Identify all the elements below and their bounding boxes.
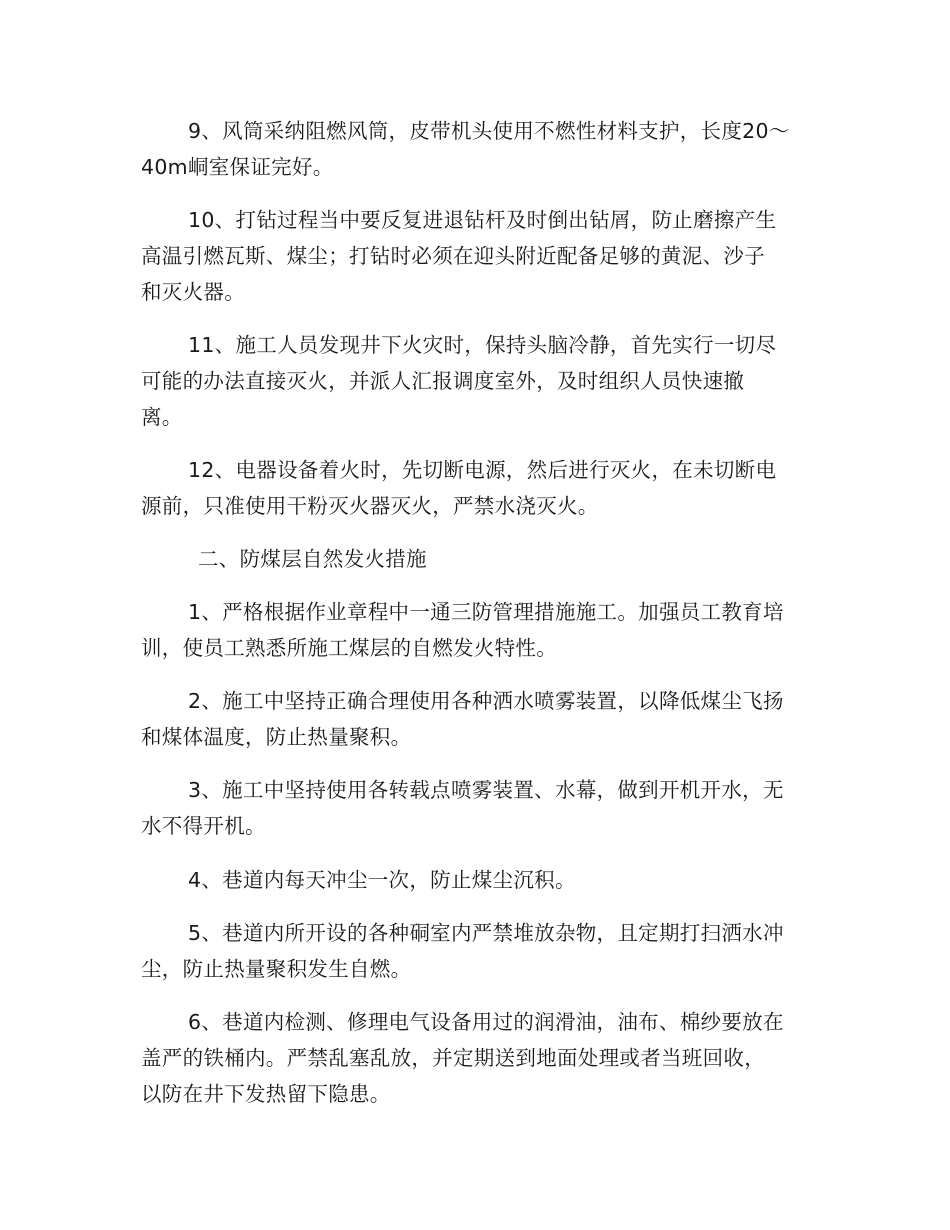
item-1-line-1: 1、严格根据作业章程中一通三防管理措施施工。加强员工教育培 [188, 600, 784, 624]
paragraph-12-line-1: 12、电器设备着火时，先切断电源，然后进行灭火，在未切断电 [188, 458, 777, 482]
item-2-line-2: 和煤体温度，防止热量聚积。 [141, 725, 412, 749]
item-1-line-2: 训，使员工熟悉所施工煤层的自燃发火特性。 [141, 636, 557, 660]
paragraph-9-line-2: 40m峒室保证完好。 [141, 155, 334, 179]
item-3-line-2: 水不得开机。 [141, 814, 266, 838]
item-5-line-1: 5、巷道内所开设的各种硐室内严禁堆放杂物，且定期打扫洒水冲 [188, 921, 784, 945]
item-6-line-2: 盖严的铁桶内。严禁乱塞乱放，并定期送到地面处理或者当班回收， [141, 1046, 765, 1070]
item-6-line-1: 6、巷道内检测、修理电气设备用过的润滑油，油布、棉纱要放在 [188, 1010, 784, 1034]
paragraph-10-line-2: 高温引燃瓦斯、煤尘；打钻时必须在迎头附近配备足够的黄泥、沙子 [141, 244, 765, 268]
paragraph-11-line-1: 11、施工人员发现井下火灾时，保持头脑冷静，首先实行一切尽 [188, 333, 777, 357]
item-5-line-2: 尘，防止热量聚积发生自燃。 [141, 957, 412, 981]
paragraph-12-line-2: 源前，只准使用干粉灭火器灭火，严禁水浇灭火。 [141, 494, 599, 518]
item-3-line-1: 3、施工中坚持使用各转载点喷雾装置、水幕，做到开机开水，无 [188, 778, 784, 802]
section-heading: 二、防煤层自然发火措施 [198, 547, 427, 571]
paragraph-10-line-3: 和灭火器。 [141, 280, 245, 304]
paragraph-11-line-2: 可能的办法直接灭火，并派人汇报调度室外，及时组织人员快速撤 [141, 369, 745, 393]
item-6-line-3: 以防在井下发热留下隐患。 [141, 1082, 391, 1106]
item-4-line-1: 4、巷道内每天冲尘一次，防止煤尘沉积。 [188, 868, 576, 892]
item-2-line-1: 2、施工中坚持正确合理使用各种洒水喷雾装置，以降低煤尘飞扬 [188, 689, 784, 713]
paragraph-11-line-3: 离。 [141, 405, 183, 429]
paragraph-10-line-1: 10、打钻过程当中要反复进退钻杆及时倒出钻屑，防止磨擦产生 [188, 208, 777, 232]
paragraph-9-line-1: 9、风筒采纳阻燃风筒，皮带机头使用不燃性材料支护，长度20～ [188, 119, 790, 143]
